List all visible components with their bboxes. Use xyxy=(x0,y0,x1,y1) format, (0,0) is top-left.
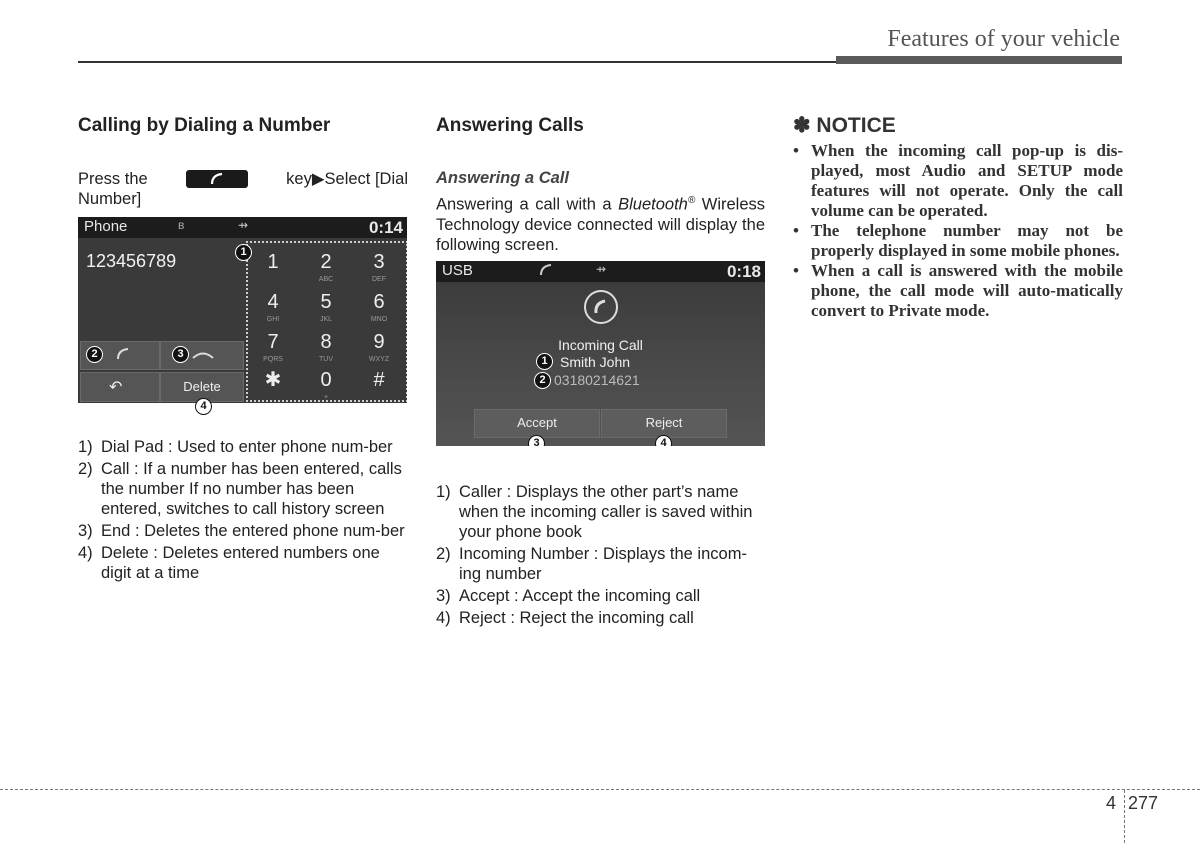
chapter-number: 4 xyxy=(1106,793,1117,813)
list-item: 2) Incoming Number : Displays the incom-ing number xyxy=(436,545,747,583)
back-icon: ↶ xyxy=(109,379,123,396)
key-star[interactable]: ✱ xyxy=(264,369,282,391)
key-8[interactable]: 8 TUV xyxy=(319,331,333,363)
marker-3: 3 xyxy=(528,435,545,446)
list-item: 4) Delete : Deletes entered numbers one digit at a time xyxy=(78,544,380,582)
section-heading-answering: Answering Calls xyxy=(436,115,584,136)
delete-button[interactable]: Delete xyxy=(160,372,244,402)
answering-paragraph: Answering a call with a Bluetooth® Wireless Technology device connected will display the following screen. xyxy=(436,195,766,254)
usb-icon: ⇸ xyxy=(238,218,249,232)
key-0[interactable]: 0 + xyxy=(320,369,332,401)
page-number: 277 xyxy=(1128,793,1159,813)
marker-2: 2 xyxy=(534,372,551,389)
marker-1: 1 xyxy=(235,244,252,261)
notice-title: ✽ NOTICE xyxy=(793,114,896,137)
key-2[interactable]: 2 ABC xyxy=(318,251,334,283)
bluetooth-icon: ʙ xyxy=(178,218,185,232)
section-heading-dialing: Calling by Dialing a Number xyxy=(78,115,331,136)
key-hash[interactable]: # xyxy=(373,369,385,391)
dial-screen xyxy=(78,217,407,403)
running-header: Features of your vehicle xyxy=(887,26,1120,52)
caller-name: Smith John xyxy=(560,354,631,370)
footer-rule xyxy=(0,789,1200,790)
key-4[interactable]: 4 GHI xyxy=(266,291,280,323)
notice-list xyxy=(793,141,1123,321)
list-item: 2) Call : If a number has been entered, calls the number If no number has been entered, switches to call history screen xyxy=(78,460,402,518)
notice-item: • When a call is answered with the mobile phone, the call mode will auto-matically convert to Private mode. xyxy=(793,261,1123,320)
phone-status-icon xyxy=(538,261,554,283)
incoming-screen-topbar xyxy=(436,261,765,282)
list-item: 1) Caller : Displays the other part’s name when the incoming caller is saved within your phone book xyxy=(436,483,753,541)
incoming-number: 03180214621 xyxy=(554,372,640,388)
key-5[interactable]: 5 JKL xyxy=(319,291,333,323)
list-item: 1) Dial Pad : Used to enter phone num-ber xyxy=(78,438,393,456)
select-text-2: Number] xyxy=(78,190,142,208)
list-item: 3) Accept : Accept the incoming call xyxy=(436,587,701,605)
usb-icon: ⇸ xyxy=(596,262,607,276)
arrow-right-icon: ▶ xyxy=(311,170,325,188)
dialed-number: 123456789 xyxy=(86,251,177,271)
reject-button[interactable]: Reject xyxy=(601,409,727,438)
header-bar xyxy=(836,56,1122,64)
dial-screen-time: 0:14 xyxy=(368,218,403,237)
dial-pad xyxy=(246,241,407,402)
marker-4: 4 xyxy=(195,398,212,415)
incoming-source: USB xyxy=(442,262,473,279)
key-6[interactable]: 6 MNO xyxy=(370,291,388,323)
incoming-time: 0:18 xyxy=(726,262,761,281)
incoming-call-screen xyxy=(436,261,765,446)
press-text: Press the xyxy=(78,170,148,188)
end-call-icon xyxy=(191,349,215,364)
notice-item: • When the incoming call pop-up is dis-played, most Audio and SETUP mode features will not operate. Only the call volume can be operated. xyxy=(793,141,1123,220)
select-text: Select [Dial xyxy=(324,170,408,188)
marker-3: 3 xyxy=(172,346,189,363)
key-7[interactable]: 7 PQRS xyxy=(263,331,283,363)
marker-2: 2 xyxy=(86,346,103,363)
incoming-legend-list xyxy=(436,482,765,630)
phone-key-icon xyxy=(186,170,248,188)
notice-item: • The telephone number may not be properly displayed in some mobile phones. xyxy=(793,221,1123,260)
key-1[interactable]: 1 xyxy=(267,251,279,273)
dial-screen-title: Phone xyxy=(84,218,128,235)
marker-4: 4 xyxy=(655,435,672,446)
key-text: key xyxy=(286,170,312,188)
list-item: 4) Reject : Reject the incoming call xyxy=(436,609,694,627)
dial-legend-list xyxy=(78,437,408,585)
key-3[interactable]: 3 DEF xyxy=(372,251,386,283)
dial-screen-topbar xyxy=(78,217,407,238)
incoming-status: Incoming Call xyxy=(558,337,643,353)
list-item: 3) End : Deletes the entered phone num-ber xyxy=(78,522,405,540)
marker-1: 1 xyxy=(536,353,553,370)
call-icon xyxy=(115,346,131,365)
dialing-instructions xyxy=(78,169,408,209)
subheading-answering-call: Answering a Call xyxy=(436,169,569,187)
key-9[interactable]: 9 WXYZ xyxy=(368,331,390,363)
back-button[interactable] xyxy=(80,372,160,402)
phone-ring-icon xyxy=(584,290,618,324)
accept-button[interactable]: Accept xyxy=(474,409,600,438)
footer-divider xyxy=(1124,790,1125,843)
